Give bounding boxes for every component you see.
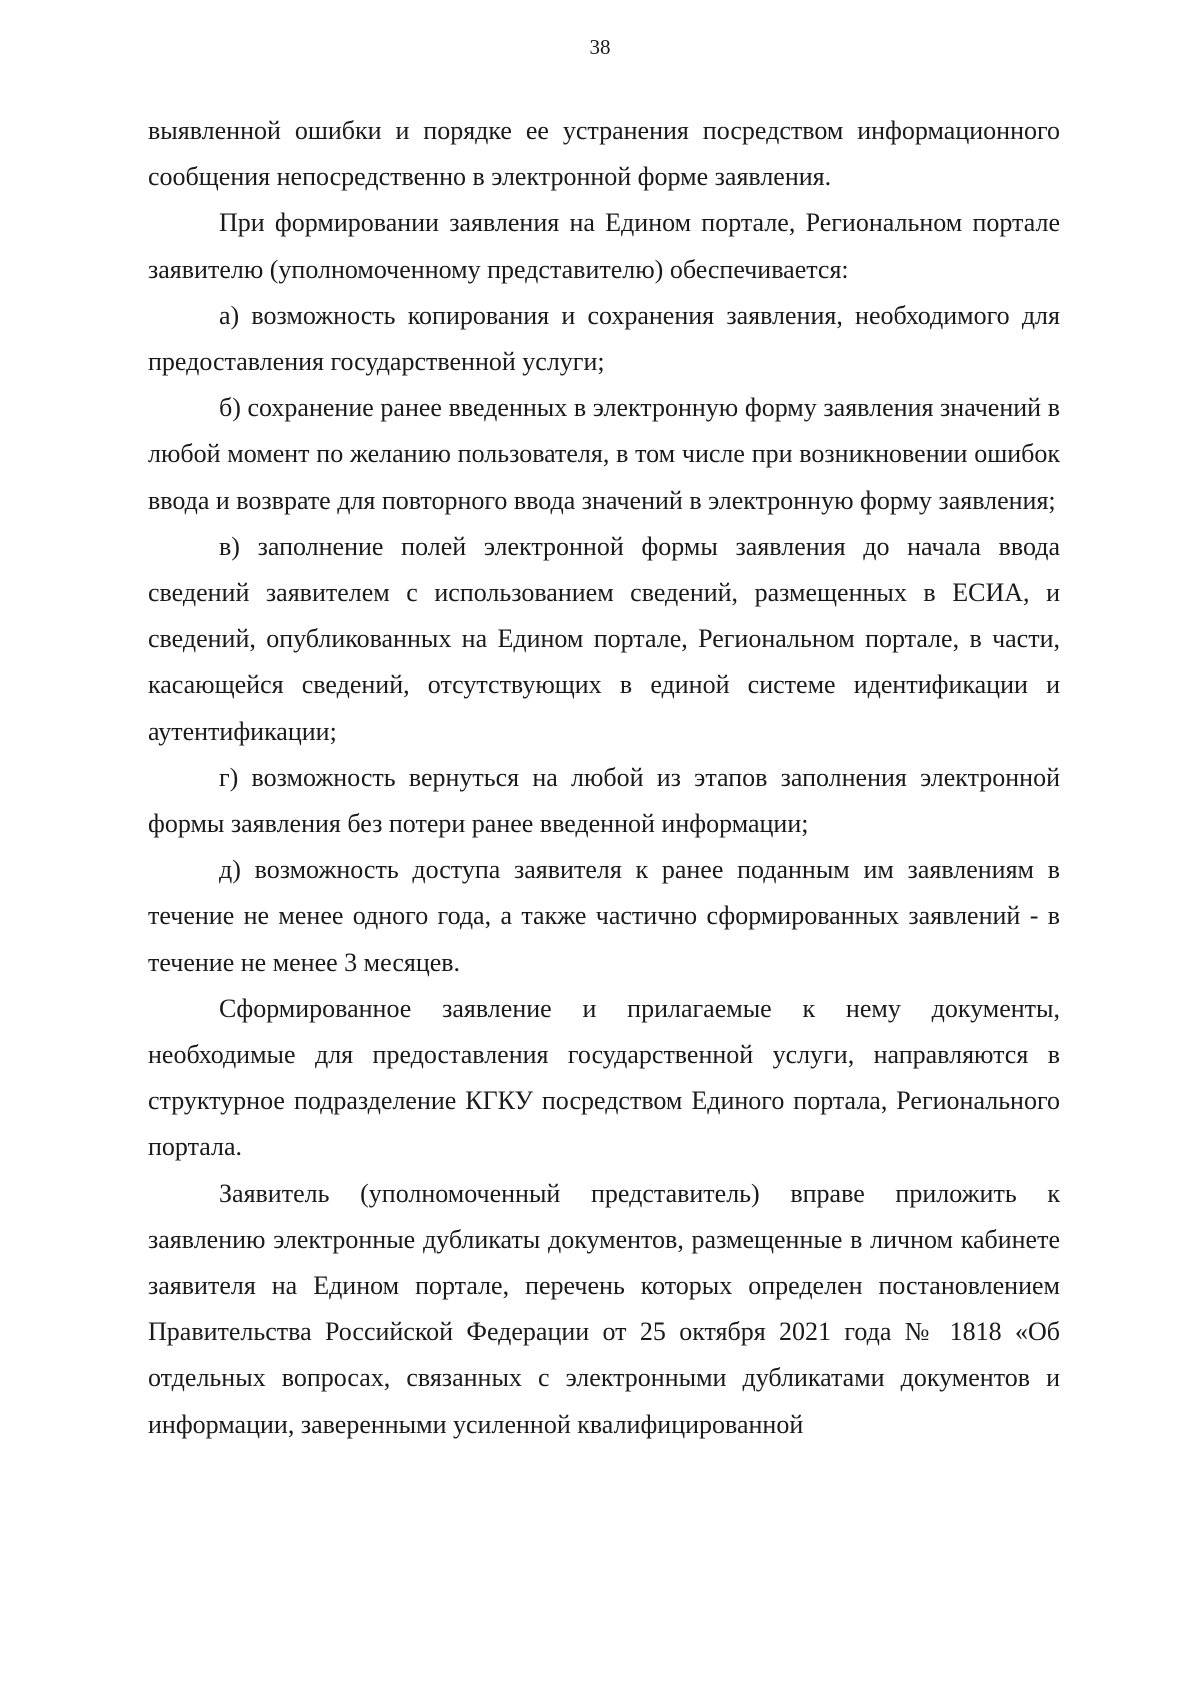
paragraph-electronic-duplicates: Заявитель (уполномоченный представитель) вправе приложить к заявлению электронные дубликаты документов, размещенные в личном кабинете заявителя на Едином портале, перечень которых определен постановлением Правительства Российской Федерации от 25 октября 2021 года № 1818 «Об отдельных вопросах, связанных с электронными дубликатами документов и информации, заверенными усиленной квалифицированной <box>148 1178 1060 1439</box>
list-item-a-copy-save: а) возможность копирования и сохранения заявления, необходимого для предоставления государственной услуги; <box>148 300 1060 377</box>
document-body <box>148 108 1060 1448</box>
list-item-b-save-values: б) сохранение ранее введенных в электронную форму заявления значений в любой момент по желанию пользователя, в том числе при возникновении ошибок ввода и возврате для повторного ввода значений в электронную форму заявления; <box>148 393 1060 515</box>
paragraph-portal-provisions-intro: При формировании заявления на Едином портале, Региональном портале заявителю (уполномоченному представителю) обеспечивается: <box>148 208 1060 284</box>
paragraph-error-notice-continuation: выявленной ошибки и порядке ее устранения посредством информационного сообщения непосредственно в электронной форме заявления. <box>148 116 1060 192</box>
list-item-v-prefill-fields: в) заполнение полей электронной формы заявления до начала ввода сведений заявителем с использованием сведений, размещенных в ЕСИА, и сведений, опубликованных на Едином портале, Региональном портале, в части, касающейся сведений, отсутствующих в единой системе идентификации и аутентификации; <box>148 531 1060 746</box>
list-item-d-access-applications: д) возможность доступа заявителя к ранее поданным им заявлениям в течение не менее одного года, а также частично сформированных заявлений - в течение не менее 3 месяцев. <box>148 855 1060 977</box>
page-number: 38 <box>589 35 611 59</box>
paragraph-submission-to-kgku: Сформированное заявление и прилагаемые к нему документы, необходимые для предоставления государственной услуги, направляются в структурное подразделение КГКУ посредством Единого портала, Регионального портала. <box>148 993 1060 1162</box>
list-item-g-return-to-step: г) возможность вернуться на любой из этапов заполнения электронной формы заявления без потери ранее введенной информации; <box>148 762 1060 839</box>
